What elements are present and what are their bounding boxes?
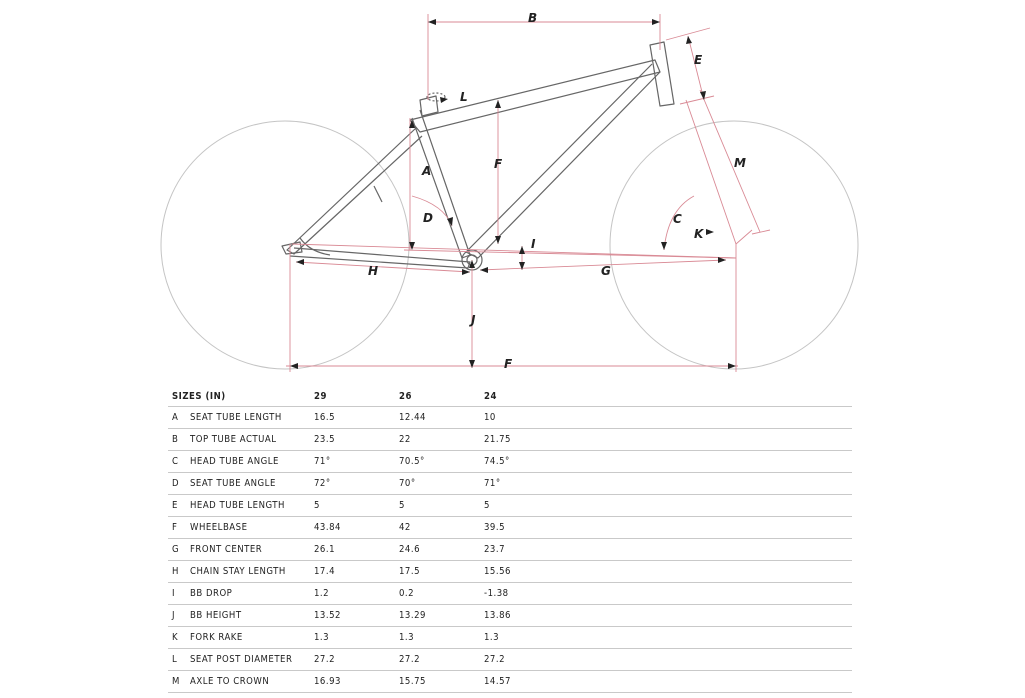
row-letter: K <box>168 627 190 649</box>
row-letter: B <box>168 429 190 451</box>
value-size-26: 12.44 <box>399 407 484 429</box>
value-size-29: 23.5 <box>314 429 399 451</box>
value-size-24: 74.5° <box>484 451 852 473</box>
row-letter: A <box>168 407 190 429</box>
table-row <box>168 451 852 473</box>
table-row <box>168 583 852 605</box>
value-size-29: 5 <box>314 495 399 517</box>
value-size-24: 39.5 <box>484 517 852 539</box>
row-letter: D <box>168 473 190 495</box>
value-size-24: 27.2 <box>484 649 852 671</box>
row-measure-name: FORK RAKE <box>190 627 314 649</box>
row-measure-name: BB HEIGHT <box>190 605 314 627</box>
row-letter: I <box>168 583 190 605</box>
table-row <box>168 605 852 627</box>
value-size-26: 0.2 <box>399 583 484 605</box>
row-letter: G <box>168 539 190 561</box>
label-E: E <box>694 53 703 67</box>
value-size-24: 15.56 <box>484 561 852 583</box>
row-measure-name: FRONT CENTER <box>190 539 314 561</box>
row-measure-name: TOP TUBE ACTUAL <box>190 429 314 451</box>
value-size-29: 1.3 <box>314 627 399 649</box>
label-J: J <box>471 313 476 327</box>
value-size-26: 24.6 <box>399 539 484 561</box>
size-29-header: 29 <box>314 386 399 407</box>
value-size-24: -1.38 <box>484 583 852 605</box>
label-I: I <box>531 237 536 251</box>
size-26-header: 26 <box>399 386 484 407</box>
table-row <box>168 561 852 583</box>
bike-frame <box>282 42 674 270</box>
table-header-row <box>168 386 852 407</box>
table-row <box>168 517 852 539</box>
geometry-table-body <box>168 407 852 693</box>
label-K: K <box>694 227 704 241</box>
value-size-24: 14.57 <box>484 671 852 693</box>
value-size-24: 10 <box>484 407 852 429</box>
row-measure-name: SEAT TUBE LENGTH <box>190 407 314 429</box>
value-size-26: 27.2 <box>399 649 484 671</box>
row-measure-name: CHAIN STAY LENGTH <box>190 561 314 583</box>
value-size-24: 13.86 <box>484 605 852 627</box>
value-size-24: 1.3 <box>484 627 852 649</box>
row-letter: H <box>168 561 190 583</box>
dimension-lines <box>286 14 770 372</box>
table-row <box>168 407 852 429</box>
value-size-26: 1.3 <box>399 627 484 649</box>
row-measure-name: AXLE TO CROWN <box>190 671 314 693</box>
sizes-header: SIZES (IN) <box>168 386 314 407</box>
label-M: M <box>734 156 746 170</box>
value-size-29: 27.2 <box>314 649 399 671</box>
value-size-29: 72° <box>314 473 399 495</box>
value-size-29: 17.4 <box>314 561 399 583</box>
row-letter: J <box>168 605 190 627</box>
value-size-29: 16.93 <box>314 671 399 693</box>
label-D: D <box>423 211 433 225</box>
value-size-26: 22 <box>399 429 484 451</box>
row-measure-name: SEAT POST DIAMETER <box>190 649 314 671</box>
label-G: G <box>601 264 611 278</box>
value-size-26: 70.5° <box>399 451 484 473</box>
table-row <box>168 649 852 671</box>
label-F-wheelbase: F <box>504 357 513 371</box>
geometry-table <box>168 386 852 693</box>
label-C: C <box>673 212 682 226</box>
table-row <box>168 495 852 517</box>
size-24-header: 24 <box>484 386 852 407</box>
value-size-29: 1.2 <box>314 583 399 605</box>
row-measure-name: WHEELBASE <box>190 517 314 539</box>
value-size-26: 70° <box>399 473 484 495</box>
row-measure-name: BB DROP <box>190 583 314 605</box>
row-letter: M <box>168 671 190 693</box>
table-row <box>168 473 852 495</box>
table-row <box>168 671 852 693</box>
row-letter: L <box>168 649 190 671</box>
value-size-24: 21.75 <box>484 429 852 451</box>
table-row <box>168 539 852 561</box>
value-size-24: 5 <box>484 495 852 517</box>
value-size-29: 43.84 <box>314 517 399 539</box>
value-size-29: 16.5 <box>314 407 399 429</box>
value-size-26: 5 <box>399 495 484 517</box>
value-size-26: 42 <box>399 517 484 539</box>
label-H: H <box>368 264 379 278</box>
row-letter: E <box>168 495 190 517</box>
row-measure-name: SEAT TUBE ANGLE <box>190 473 314 495</box>
label-F-vertical: F <box>494 157 503 171</box>
label-A: A <box>422 164 432 178</box>
row-measure-name: HEAD TUBE ANGLE <box>190 451 314 473</box>
label-B: B <box>528 11 538 25</box>
value-size-24: 71° <box>484 473 852 495</box>
value-size-29: 71° <box>314 451 399 473</box>
label-L: L <box>460 90 468 104</box>
value-size-26: 17.5 <box>399 561 484 583</box>
value-size-24: 23.7 <box>484 539 852 561</box>
row-measure-name: HEAD TUBE LENGTH <box>190 495 314 517</box>
value-size-26: 15.75 <box>399 671 484 693</box>
value-size-29: 13.52 <box>314 605 399 627</box>
row-letter: C <box>168 451 190 473</box>
table-row <box>168 627 852 649</box>
value-size-29: 26.1 <box>314 539 399 561</box>
table-row <box>168 429 852 451</box>
row-letter: F <box>168 517 190 539</box>
value-size-26: 13.29 <box>399 605 484 627</box>
